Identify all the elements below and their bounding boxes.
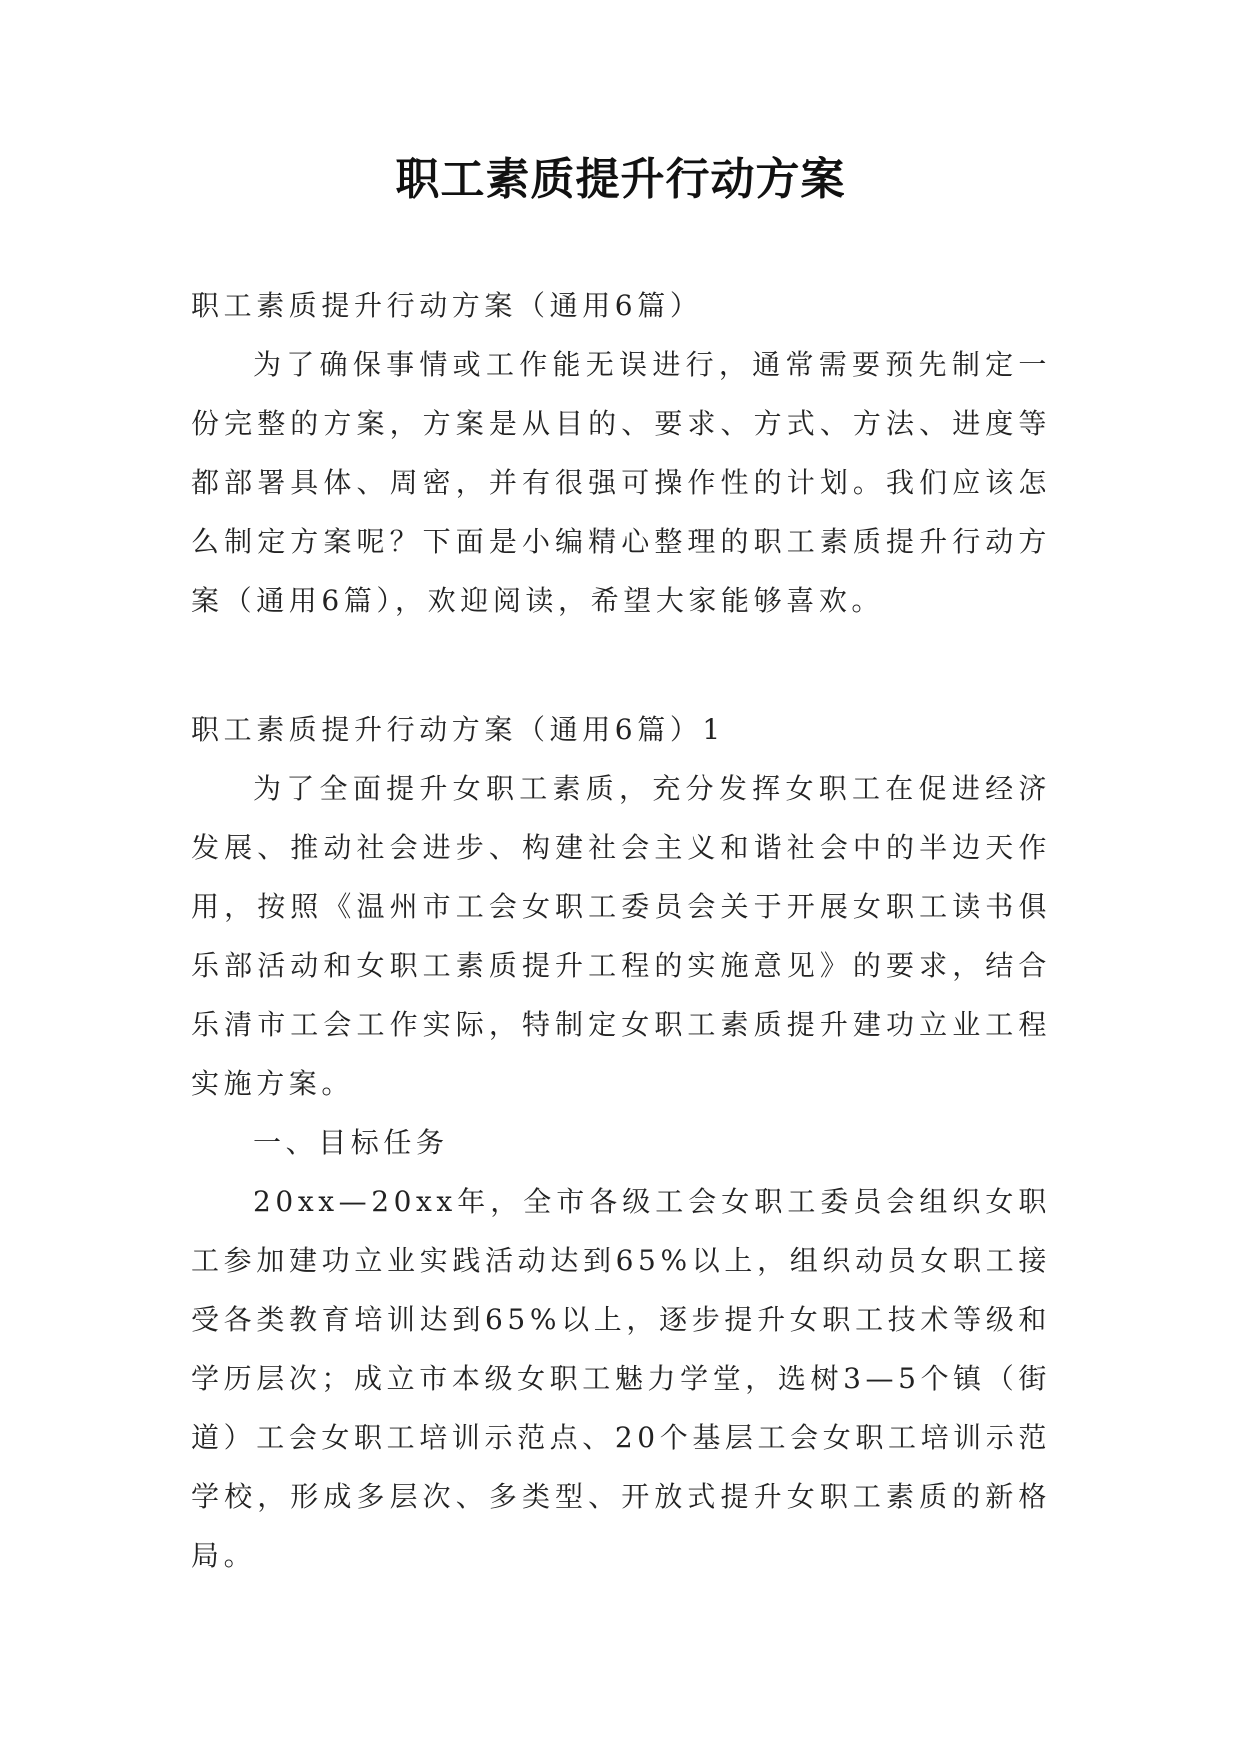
section-1-paragraph-2: 20xx—20xx年，全市各级工会女职工委员会组织女职工参加建功立业实践活动达到65%以上，组织动员女职工接受各类教育培训达到65%以上，逐步提升女职工技术等级和学历层次；成立市本级女职工魅力学堂，选树3—5个镇（街道）工会女职工培训示范点、20个基层工会女职工培训示范学校，形成多层次、多类型、开放式提升女职工素质的新格局。 bbox=[191, 1185, 1051, 1572]
document-subtitle: 职工素质提升行动方案（通用6篇） bbox=[191, 289, 703, 322]
section-1-paragraph-1: 为了全面提升女职工素质，充分发挥女职工在促进经济发展、推动社会进步、构建社会主义和谐社会中的半边天作用，按照《温州市工会女职工委员会关于开展女职工读书俱乐部活动和女职工素质提升工程的实施意见》的要求，结合乐清市工会工作实际，特制定女职工素质提升建功立业工程实施方案。 bbox=[191, 772, 1051, 1100]
section-1-subheading: 一、目标任务 bbox=[253, 1126, 449, 1159]
intro-paragraph: 为了确保事情或工作能无误进行，通常需要预先制定一份完整的方案，方案是从目的、要求、方式、方法、进度等都部署具体、周密，并有很强可操作性的计划。我们应该怎么制定方案呢？下面是小编精心整理的职工素质提升行动方案（通用6篇），欢迎阅读，希望大家能够喜欢。 bbox=[191, 348, 1051, 617]
section-1 bbox=[191, 700, 1051, 1585]
section-1-heading: 职工素质提升行动方案（通用6篇）1 bbox=[191, 713, 725, 746]
intro-block bbox=[191, 276, 1051, 630]
document-title: 职工素质提升行动方案 bbox=[395, 154, 846, 205]
